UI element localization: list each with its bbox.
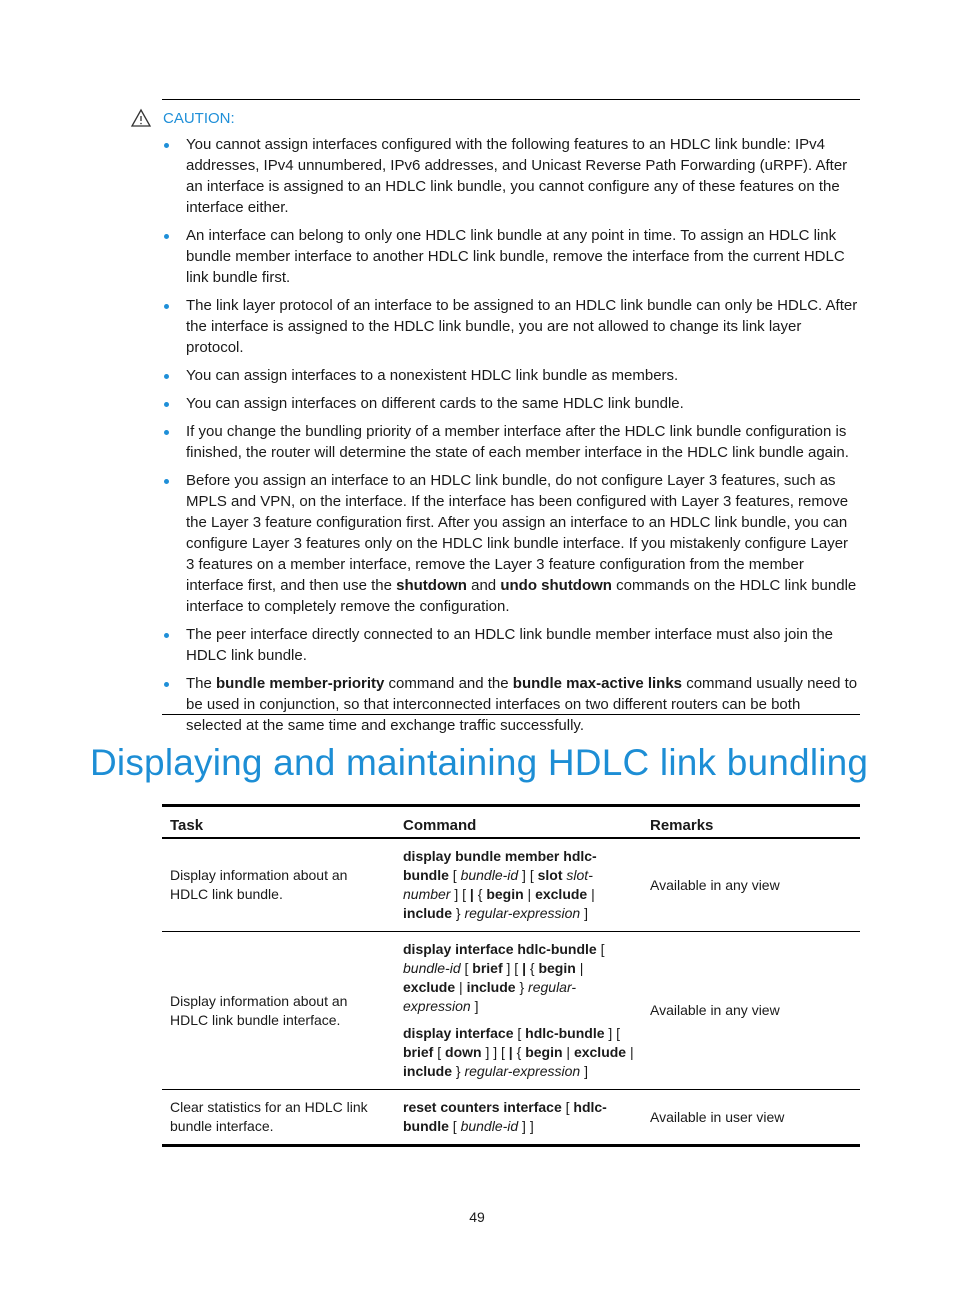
page-number: 49 [469, 1209, 485, 1225]
header-task: Task [162, 806, 395, 839]
command-text: [ [596, 941, 605, 957]
command-text: } [452, 905, 465, 921]
command-keyword: include [403, 1063, 453, 1079]
command-keyword: brief [403, 1044, 434, 1060]
command-argument: bundle-id [403, 960, 461, 976]
caution-keyword: bundle max-active links [512, 675, 683, 692]
command-text: ] ] [ [481, 1044, 509, 1060]
caution-text: You can assign interfaces on different cards to the same HDLC link bundle. [186, 395, 684, 412]
command-keyword: display interface [403, 1025, 514, 1041]
command-keyword: include [466, 979, 516, 995]
command-text: | [626, 1044, 634, 1060]
command-text: [ [433, 1044, 446, 1060]
command-text: { [512, 1044, 526, 1060]
command-keyword: include [403, 905, 453, 921]
caution-item [162, 134, 860, 218]
caution-text: Before you assign an interface to an HDLC link bundle, do not configure Layer 3 features, such as MPLS and VPN, on the interface. If the interface has been configured with Layer 3 features, remove the Layer 3 feature configuration first. After you assign an interface to an HDLC link bundle, you can configure Layer 3 features only on the HDLC link bundle interface. If you mistakenly configure Layer 3 features on a member interface, remove the Layer 3 feature configuration from the member interface first, and then use the [186, 472, 849, 594]
command-cell [395, 1090, 642, 1146]
caution-text: The peer interface directly connected to an HDLC link bundle member interface must also join the HDLC link bundle. [186, 626, 833, 664]
caution-text: command usually need to be used in conjunction, so that interconnected interfaces on two different routers can be both selected at the same time and exchange traffic successfully. [186, 675, 858, 734]
remarks-cell: Available in user view [642, 1090, 860, 1146]
table-row [162, 1090, 860, 1146]
caution-text: The [186, 675, 217, 692]
command-keyword: display bundle member hdlc-bundle [403, 848, 597, 883]
caution-item [162, 470, 860, 617]
command-text: ] [ [502, 960, 523, 976]
command-text: ] [580, 1063, 588, 1079]
caution-top-rule [162, 99, 860, 100]
caution-item [162, 393, 860, 414]
command-argument: bundle-id [460, 867, 519, 883]
command-keyword: slot [537, 867, 563, 883]
command-keyword: | [508, 1044, 513, 1060]
warning-triangle-icon [130, 108, 152, 128]
caution-header [130, 108, 235, 128]
command-keyword: exclude [573, 1044, 627, 1060]
command-keyword: hdlc-bundle [403, 1099, 607, 1134]
task-cell: Display information about an HDLC link bundle. [162, 838, 395, 932]
remarks-cell: Available in any view [642, 838, 860, 932]
table-row [162, 932, 860, 1090]
command-keyword: begin [538, 960, 576, 976]
command-keyword: exclude [403, 979, 456, 995]
command-text: [ [513, 1025, 526, 1041]
section-title: Displaying and maintaining HDLC link bundling [90, 742, 869, 783]
command-line [403, 940, 634, 1016]
caution-text: and [466, 577, 501, 594]
command-text: ] [ [518, 867, 538, 883]
caution-bottom-rule [162, 714, 860, 715]
command-line [403, 847, 634, 923]
command-table [162, 804, 860, 1147]
command-text: | [575, 960, 584, 976]
command-text: { [526, 960, 539, 976]
caution-item [162, 421, 860, 463]
caution-text: command and the [384, 675, 513, 692]
command-keyword: display interface hdlc-bundle [403, 941, 597, 957]
command-text: ] [580, 905, 588, 921]
caution-text: commands on the HDLC link bundle interface to completely remove the configuration. [186, 577, 857, 615]
command-text: [ [448, 1118, 461, 1134]
caution-text: You can assign interfaces to a nonexistent HDLC link bundle as members. [186, 367, 679, 384]
caution-keyword: bundle member-priority [216, 675, 385, 692]
caution-item [162, 365, 860, 386]
command-keyword: | [469, 886, 474, 902]
command-argument: regular-expression [403, 979, 577, 1014]
command-text: | [523, 886, 536, 902]
command-argument: regular-expression [464, 905, 581, 921]
command-keyword: hdlc-bundle [525, 1025, 605, 1041]
command-text: ] [ [450, 886, 470, 902]
command-cell [395, 838, 642, 932]
caution-item [162, 295, 860, 358]
command-text: | [455, 979, 467, 995]
command-text: | [562, 1044, 574, 1060]
command-keyword: reset counters interface [403, 1099, 562, 1115]
caution-text: If you change the bundling priority of a member interface after the HDLC link bundle configuration is finished, the router will determine the state of each member interface in the HDLC link bundle again. [186, 423, 849, 461]
remarks-cell: Available in any view [642, 932, 860, 1090]
command-keyword: | [522, 960, 526, 976]
caution-item [162, 225, 860, 288]
command-line [403, 1098, 634, 1136]
header-command: Command [395, 806, 642, 839]
caution-keyword: shutdown [396, 577, 467, 594]
command-keyword: begin [486, 886, 524, 902]
command-text: { [473, 886, 487, 902]
caution-text: The link layer protocol of an interface to be assigned to an HDLC link bundle can only be HDLC. After the interface is assigned to the HDLC link bundle, you are not allowed to change its link layer protocol. [186, 297, 858, 356]
command-keyword: exclude [535, 886, 588, 902]
command-text: [ [460, 960, 473, 976]
command-text: } [515, 979, 529, 995]
command-keyword: brief [472, 960, 503, 976]
command-text: [ [561, 1099, 574, 1115]
command-keyword: down [445, 1044, 482, 1060]
caution-item [162, 673, 860, 736]
command-keyword: begin [525, 1044, 563, 1060]
command-text: | [587, 886, 595, 902]
caution-item [162, 624, 860, 666]
command-text: [ [448, 867, 461, 883]
header-remarks: Remarks [642, 806, 860, 839]
command-text: ] [470, 998, 479, 1014]
command-argument: bundle-id [460, 1118, 519, 1134]
task-cell: Display information about an HDLC link bundle interface. [162, 932, 395, 1090]
caution-label: CAUTION: [163, 109, 235, 127]
caution-text: You cannot assign interfaces configured with the following features to an HDLC link bundle: IPv4 addresses, IPv4 unnumbered, IPv6 addresses, and Unicast Reverse Path Forwarding (uRPF). After an interface is assigned to an HDLC link bundle, you cannot configure any of these features on the interface either. [186, 136, 848, 216]
command-cell [395, 932, 642, 1090]
command-text: ] [ [604, 1025, 621, 1041]
caution-list [162, 134, 860, 743]
command-text: ] ] [518, 1118, 534, 1134]
command-argument: regular-expression [464, 1063, 581, 1079]
command-argument: slot-number [403, 867, 593, 902]
table-row [162, 838, 860, 932]
command-line [403, 1024, 634, 1081]
command-text: } [452, 1063, 465, 1079]
table-header-row [162, 806, 860, 839]
caution-text: An interface can belong to only one HDLC link bundle at any point in time. To assign an HDLC link bundle member interface to another HDLC link bundle, remove the interface from the current HDLC link bundle first. [186, 227, 845, 286]
caution-keyword: undo shutdown [500, 577, 612, 594]
task-cell: Clear statistics for an HDLC link bundle interface. [162, 1090, 395, 1146]
